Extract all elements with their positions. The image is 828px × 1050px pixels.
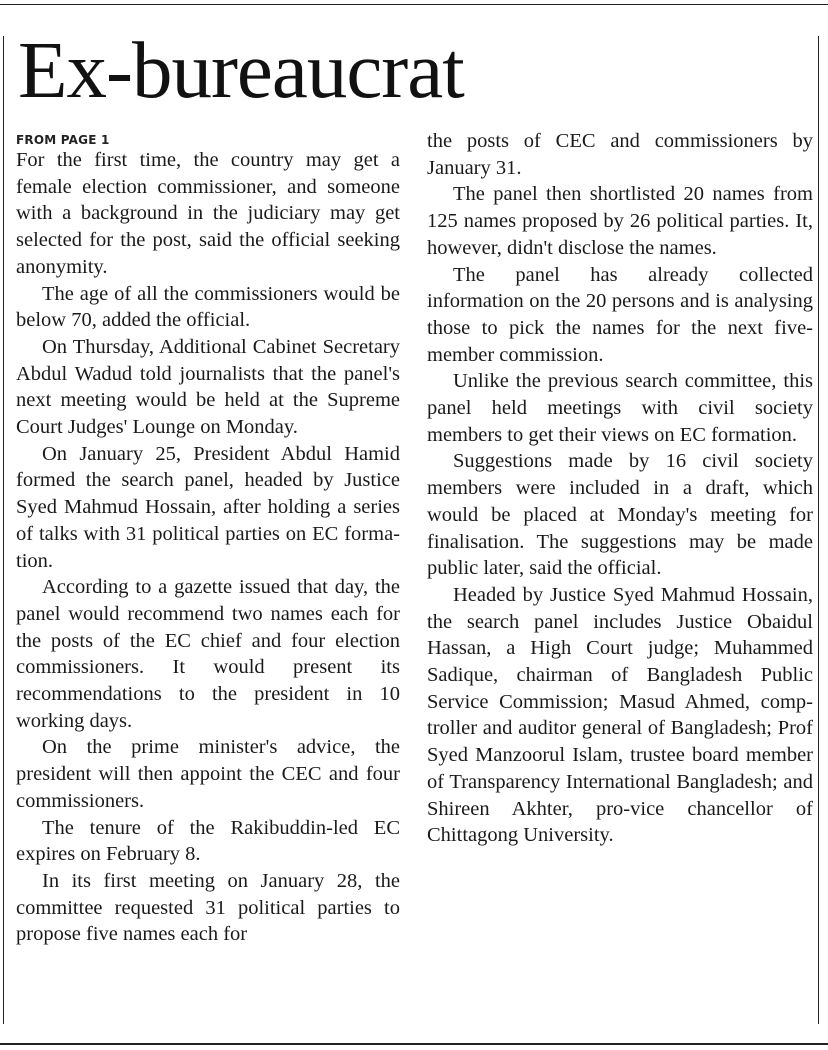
- jump-line: FROM PAGE 1: [16, 133, 110, 147]
- right-border-rule: [818, 36, 819, 1024]
- paragraph: Unlike the previous search committee, this panel held meetings with civil society members to get their views on EC formation.: [427, 370, 813, 446]
- paragraph: In its first meeting on January 28, the committee requested 31 political parties to propose five names each for: [16, 869, 400, 946]
- paragraph: On Thursday, Additional Cabinet Secretary Abdul Wadud told journalists that the panel's next meeting would be held at the Supreme Court Judges' Lounge on Monday.: [16, 335, 400, 439]
- paragraph: The tenure of the Rakibuddin-led EC expires on February 8.: [16, 816, 400, 866]
- paragraph: The age of all the commissioners would be below 70, added the official.: [16, 282, 400, 332]
- paragraph: The panel then shortlisted 20 names from 125 names proposed by 26 political parties. It, however, didn't disclose the names.: [427, 183, 813, 259]
- article-column-left: [16, 128, 400, 948]
- paragraph: For the first time, the country may get a female election commissioner, and someone with a background in the judiciary may get selected for the post, said the official seeking anonymity.: [16, 149, 400, 278]
- paragraph: According to a gazette issued that day, the panel would recommend two names each for the posts of the EC chief and four election commissioners. It would present its recommendations to the president in 10 working days.: [16, 576, 400, 732]
- headline: Ex-bureaucrat: [18, 25, 464, 115]
- top-border-rule: [0, 4, 828, 5]
- left-border-rule: [3, 36, 4, 1024]
- bottom-border-rule: [0, 1043, 828, 1045]
- article-column-right: [427, 128, 813, 849]
- paragraph: Suggestions made by 16 civil society members were included in a draft, which would be placed at Monday's meeting for finalisation. The suggestions may be made public later, said the official.: [427, 450, 813, 580]
- paragraph-continued: the posts of CEC and commissioners by January 31.: [427, 130, 813, 179]
- paragraph: On January 25, President Abdul Hamid formed the search panel, headed by Justice Syed Mahmud Hossain, after holding a series of talks with 31 political parties on EC formation.: [16, 442, 400, 572]
- paragraph: The panel has already collected information on the 20 persons and is analysing those to pick the names for the next five-member commission.: [427, 263, 813, 366]
- paragraph: Headed by Justice Syed Mahmud Hossain, the search panel includes Justice Obaidul Hassan, a High Court judge; Muhammed Sadique, chairman of Bangladesh Public Service Commission; Masud Ahmed, comptroller and auditor general of Bangladesh; Prof Syed Manzoorul Islam, trustee board member of Transparency International Bangladesh; and Shireen Akhter, pro-vice chancellor of Chittagong University.: [427, 583, 813, 847]
- paragraph: On the prime minister's advice, the president will then appoint the CEC and four commissioners.: [16, 736, 400, 812]
